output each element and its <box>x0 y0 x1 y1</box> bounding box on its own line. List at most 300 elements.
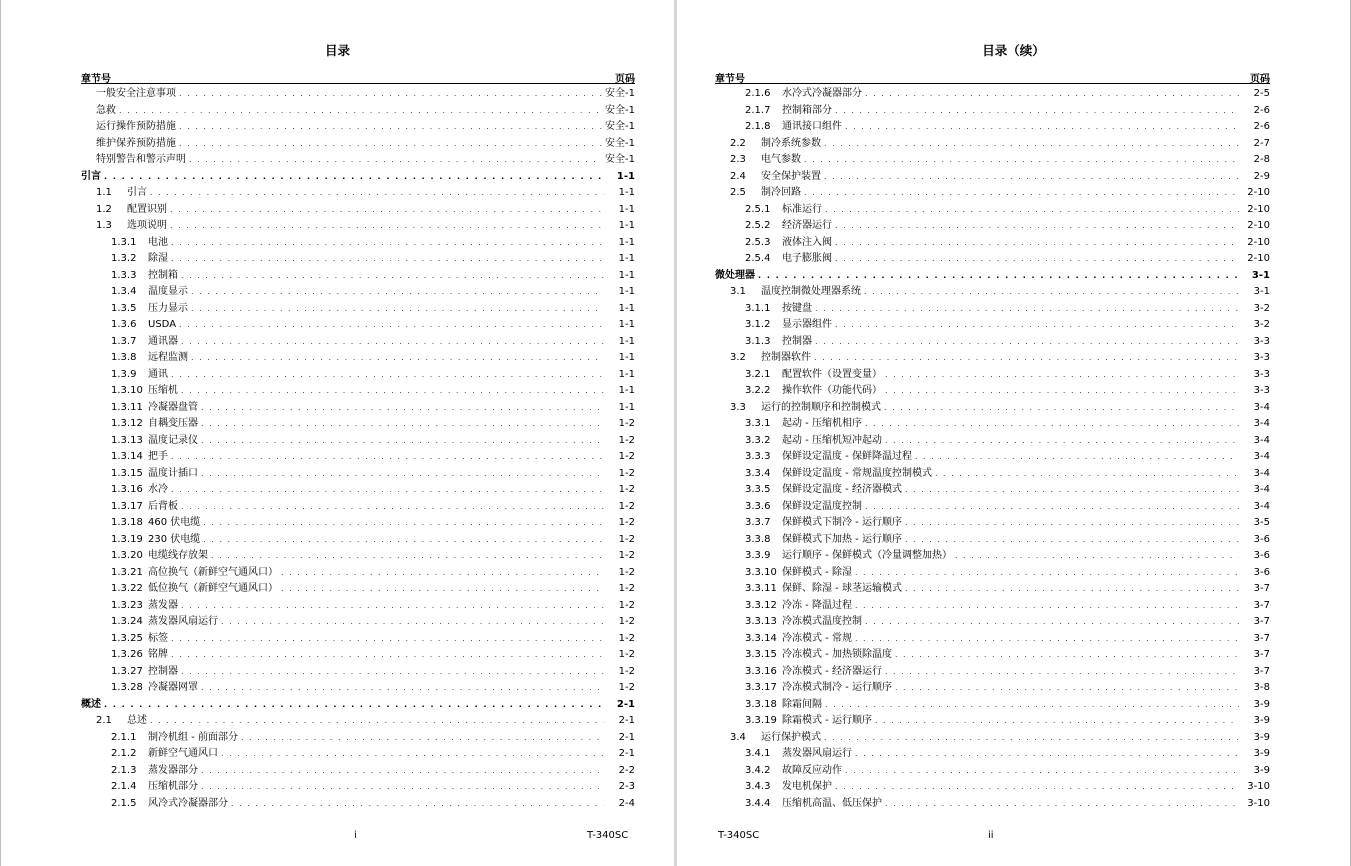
toc-entry[interactable] <box>715 697 1270 714</box>
toc-entry[interactable] <box>715 86 1270 103</box>
section-page: 3-6 <box>1253 550 1270 561</box>
toc-entry[interactable] <box>715 251 1270 268</box>
dot-leader <box>181 664 604 681</box>
section-page: 1-1 <box>618 401 635 413</box>
toc-entry[interactable] <box>81 251 635 268</box>
toc-entry[interactable] <box>81 449 635 466</box>
toc-entry[interactable] <box>81 598 635 615</box>
section-number: 1.3.15 <box>111 467 143 479</box>
dot-leader <box>281 565 604 582</box>
dot-leader <box>845 763 1239 780</box>
section-title: 水冷 <box>148 484 168 495</box>
section-number: 2.5 <box>730 187 746 198</box>
section-page: 2-10 <box>1247 253 1270 264</box>
dot-leader <box>119 103 602 120</box>
document-number: T-340SC <box>587 830 629 841</box>
section-title: 冷冻模式 - 经济器运行 <box>782 665 882 677</box>
dot-leader <box>855 746 1239 763</box>
toc-entry[interactable] <box>715 680 1270 697</box>
dot-leader <box>104 169 604 186</box>
toc-entry[interactable] <box>81 532 635 549</box>
section-title: 电池 <box>148 236 168 248</box>
dot-leader <box>815 334 1239 351</box>
section-page: 1-1 <box>618 253 635 264</box>
toc-entry[interactable] <box>715 185 1270 202</box>
toc-entry[interactable] <box>81 202 635 219</box>
section-title: 微处理器 <box>715 269 755 281</box>
section-page: 1-2 <box>618 632 635 644</box>
toc-entry[interactable] <box>715 515 1270 532</box>
toc-entry[interactable] <box>81 499 635 516</box>
toc-entry[interactable] <box>715 136 1270 153</box>
toc-entry[interactable] <box>81 218 635 235</box>
toc-entry[interactable] <box>715 730 1270 747</box>
section-title: 运行的控制顺序和控制模式 <box>761 401 881 413</box>
section-number: 3.3.11 <box>745 583 777 594</box>
section-title: 蒸发器部分 <box>148 764 198 776</box>
section-page: 3-6 <box>1253 533 1270 545</box>
section-number: 2.1 <box>96 715 112 726</box>
dot-leader <box>171 235 604 252</box>
section-number: 2.5.4 <box>745 253 771 264</box>
section-number: 1.3.14 <box>111 451 143 462</box>
dot-leader <box>875 713 1239 730</box>
toc-entry[interactable] <box>715 119 1270 136</box>
section-number: 1.3.7 <box>111 335 137 347</box>
section-page: 2-10 <box>1247 220 1270 231</box>
section-number: 1.3.3 <box>111 269 137 281</box>
dot-leader <box>203 515 604 532</box>
section-number: 3.3.17 <box>745 682 777 693</box>
section-title: 保鲜设定温度 - 常规温度控制模式 <box>782 467 932 479</box>
section-page: 3-7 <box>1253 583 1270 594</box>
section-title: 远程监测 <box>148 352 188 363</box>
section-number: 1.3.12 <box>111 418 143 429</box>
section-page: 1-1 <box>618 385 635 396</box>
toc-list <box>81 86 635 812</box>
section-number: 1.3.27 <box>111 665 143 677</box>
toc-entry[interactable] <box>715 796 1270 813</box>
section-page: 3-6 <box>1253 566 1270 578</box>
section-number: 1.3.10 <box>111 385 143 396</box>
section-title: 风冷式冷凝器部分 <box>148 797 228 809</box>
toc-entry[interactable] <box>81 779 635 796</box>
dot-leader <box>855 598 1239 615</box>
dot-leader <box>171 631 604 648</box>
toc-entry[interactable] <box>715 284 1270 301</box>
section-number: 3.3.18 <box>745 698 777 710</box>
section-page: 1-2 <box>618 484 635 495</box>
toc-entry[interactable] <box>715 400 1270 417</box>
toc-entry[interactable] <box>715 664 1270 681</box>
section-title: 标准运行 <box>782 203 822 215</box>
section-title: 液体注入阀 <box>782 236 832 248</box>
section-title: 引言 <box>81 170 101 182</box>
section-page: 安全-1 <box>605 154 635 165</box>
dot-leader <box>835 251 1239 268</box>
toc-entry[interactable] <box>715 746 1270 763</box>
section-title: 冷冻模式温度控制 <box>782 616 862 627</box>
section-number: 3.4.2 <box>745 764 771 776</box>
toc-entry[interactable] <box>81 631 635 648</box>
section-number: 1.3.21 <box>111 566 143 578</box>
section-number: 1.3.2 <box>111 253 137 264</box>
toc-entry[interactable] <box>715 367 1270 384</box>
section-page: 3-5 <box>1253 517 1270 528</box>
section-page: 1-1 <box>618 319 635 330</box>
toc-entry[interactable] <box>715 152 1270 169</box>
toc-entry[interactable] <box>715 565 1270 582</box>
toc-entry[interactable] <box>81 119 635 136</box>
page-column-header: 页码 <box>615 74 635 85</box>
section-number: 3.4.1 <box>745 748 771 759</box>
dot-leader <box>855 565 1239 582</box>
section-page: 1-2 <box>618 467 635 479</box>
section-number: 1.3.6 <box>111 319 137 330</box>
dot-leader <box>915 449 1239 466</box>
dot-leader <box>815 301 1239 318</box>
toc-entry[interactable] <box>715 614 1270 631</box>
section-number: 1.3 <box>96 220 112 231</box>
toc-entry[interactable] <box>81 730 635 747</box>
section-number: 3.3.3 <box>745 451 771 462</box>
section-title: 运行顺序 - 保鲜模式（冷量调整加热） <box>782 550 952 561</box>
dot-leader <box>150 185 604 202</box>
dot-leader <box>179 119 602 136</box>
section-number: 3.2.1 <box>745 368 771 380</box>
dot-leader <box>885 664 1239 681</box>
toc-header <box>81 70 635 84</box>
dot-leader <box>181 499 604 516</box>
section-number: 3.3.5 <box>745 484 771 495</box>
toc-entry[interactable] <box>715 499 1270 516</box>
section-title: 蒸发器风扇运行 <box>148 616 218 627</box>
toc-entry[interactable] <box>81 268 635 285</box>
toc-entry[interactable] <box>715 218 1270 235</box>
toc-entry[interactable] <box>81 301 635 318</box>
toc-entry[interactable] <box>715 581 1270 598</box>
section-page: 3-4 <box>1253 418 1270 429</box>
section-number: 1.3.8 <box>111 352 137 363</box>
toc-entry[interactable] <box>715 647 1270 664</box>
dot-leader <box>825 202 1239 219</box>
dot-leader <box>170 202 604 219</box>
section-number: 1.1 <box>96 187 112 198</box>
section-title: 冷冻模式制冷 - 运行顺序 <box>782 682 892 693</box>
section-title: 控制箱 <box>148 269 178 281</box>
section-title: 控制器软件 <box>761 352 811 363</box>
dot-leader <box>211 548 604 565</box>
section-title: 水冷式冷凝器部分 <box>782 88 862 99</box>
section-page: 2-1 <box>616 698 635 710</box>
toc-entry[interactable] <box>81 136 635 153</box>
toc-entry[interactable] <box>81 565 635 582</box>
section-title: 压缩机部分 <box>148 781 198 792</box>
dot-leader <box>171 647 604 664</box>
toc-entry[interactable] <box>715 631 1270 648</box>
section-page: 3-3 <box>1253 368 1270 380</box>
section-number: 3.3.16 <box>745 665 777 677</box>
toc-entry[interactable] <box>715 763 1270 780</box>
toc-entry[interactable] <box>81 746 635 763</box>
dot-leader <box>179 86 602 103</box>
section-title: 蒸发器 <box>148 599 178 611</box>
toc-entry[interactable] <box>715 416 1270 433</box>
toc-entry[interactable] <box>715 103 1270 120</box>
toc-list <box>715 86 1270 812</box>
section-title: 冷冻模式 - 常规 <box>782 632 852 644</box>
section-title: 操作软件（功能代码） <box>782 385 882 396</box>
toc-entry[interactable] <box>715 317 1270 334</box>
section-title: 除霜模式 - 运行顺序 <box>782 715 872 726</box>
section-page: 2-8 <box>1253 154 1270 165</box>
section-page: 2-6 <box>1253 121 1270 132</box>
toc-entry[interactable] <box>81 350 635 367</box>
section-number: 2.5.2 <box>745 220 771 231</box>
toc-entry[interactable] <box>81 680 635 697</box>
section-title: 除湿 <box>148 253 168 264</box>
dot-leader <box>181 598 604 615</box>
dot-leader <box>884 400 1239 417</box>
section-number: 3.4.4 <box>745 797 771 809</box>
toc-entry[interactable] <box>715 202 1270 219</box>
dot-leader <box>895 647 1239 664</box>
dot-leader <box>201 416 604 433</box>
section-title: 保鲜模式下制冷 - 运行顺序 <box>782 517 902 528</box>
toc-entry[interactable] <box>715 598 1270 615</box>
section-title: 特别警告和警示声明 <box>96 154 186 165</box>
toc-entry[interactable] <box>81 152 635 169</box>
section-page: 1-1 <box>616 170 635 182</box>
section-page: 3-4 <box>1253 500 1270 512</box>
section-number: 2.1.2 <box>111 748 137 759</box>
toc-entry[interactable] <box>715 449 1270 466</box>
section-title: 保鲜设定温度 - 保鲜降温过程 <box>782 451 912 462</box>
section-title: 总述 <box>127 715 147 726</box>
toc-entry[interactable] <box>715 466 1270 483</box>
toc-entry[interactable] <box>81 284 635 301</box>
toc-entry[interactable] <box>81 713 635 730</box>
section-title: 蒸发器风扇运行 <box>782 748 852 759</box>
section-number: 1.3.16 <box>111 484 143 495</box>
toc-entry[interactable] <box>81 103 635 120</box>
section-title: 制冷系统参数 <box>761 137 821 149</box>
dot-leader <box>201 763 604 780</box>
toc-entry[interactable] <box>81 367 635 384</box>
dot-leader <box>885 796 1239 813</box>
section-page: 1-2 <box>618 599 635 611</box>
section-number: 3.3.13 <box>745 616 777 627</box>
dot-leader <box>758 268 1239 285</box>
dot-leader <box>179 136 602 153</box>
toc-entry[interactable] <box>81 400 635 417</box>
section-title: 电缆线存放架 <box>148 550 208 561</box>
section-page: 2-9 <box>1253 170 1270 182</box>
dot-leader <box>905 482 1239 499</box>
dot-leader <box>191 284 604 301</box>
section-title: 460 伏电缆 <box>148 517 201 528</box>
section-title: 温度控制微处理器系统 <box>761 286 861 297</box>
toc-entry[interactable] <box>715 482 1270 499</box>
section-number: 2.4 <box>730 170 746 182</box>
section-number: 2.1.7 <box>745 104 771 116</box>
section-title: 高位换气（新鲜空气通风口） <box>148 566 278 578</box>
section-page: 2-7 <box>1253 137 1270 149</box>
section-number: 2.1.5 <box>111 797 137 809</box>
section-number: 1.3.18 <box>111 517 143 528</box>
section-page: 1-2 <box>618 533 635 545</box>
document-number: T-340SC <box>718 830 760 841</box>
dot-leader <box>170 218 604 235</box>
toc-entry[interactable] <box>715 779 1270 796</box>
section-number: 1.3.19 <box>111 533 143 545</box>
section-title: 起动 - 压缩机短冲起动 <box>782 434 882 446</box>
toc-entry[interactable] <box>715 532 1270 549</box>
section-number: 1.3.13 <box>111 434 143 446</box>
toc-entry[interactable] <box>81 482 635 499</box>
section-page: 2-1 <box>618 748 635 759</box>
dot-leader <box>104 697 604 714</box>
section-page: 3-2 <box>1253 319 1270 330</box>
toc-entry[interactable] <box>81 796 635 813</box>
dot-leader <box>824 136 1239 153</box>
dot-leader <box>804 185 1239 202</box>
section-number: 2.2 <box>730 137 746 149</box>
toc-entry[interactable] <box>715 548 1270 565</box>
section-title: 配置软件（设置变量） <box>782 368 882 380</box>
dot-leader <box>814 350 1239 367</box>
section-page: 3-4 <box>1253 484 1270 495</box>
section-page: 1-2 <box>618 500 635 512</box>
toc-entry[interactable] <box>715 433 1270 450</box>
section-title: 控制器 <box>782 335 812 347</box>
toc-entry[interactable] <box>81 334 635 351</box>
section-page: 1-1 <box>618 302 635 314</box>
section-number: 1.3.24 <box>111 616 143 627</box>
section-page: 1-1 <box>618 236 635 248</box>
toc-entry[interactable] <box>715 334 1270 351</box>
toc-entry[interactable] <box>81 433 635 450</box>
section-title: 压缩机高温、低压保护 <box>782 797 882 809</box>
section-title: 新鲜空气通风口 <box>148 748 218 759</box>
section-number: 1.3.17 <box>111 500 143 512</box>
section-page: 1-2 <box>618 418 635 429</box>
section-number: 3.3.10 <box>745 566 777 578</box>
page-number: i <box>354 830 357 841</box>
section-page: 2-6 <box>1253 104 1270 116</box>
section-title: 电气参数 <box>761 154 801 165</box>
toc-entry[interactable] <box>715 169 1270 186</box>
dot-leader <box>824 169 1239 186</box>
section-title: 故障反应动作 <box>782 764 842 776</box>
section-page: 3-7 <box>1253 632 1270 644</box>
section-number: 1.3.26 <box>111 649 143 660</box>
toc-entry[interactable] <box>715 350 1270 367</box>
dot-leader <box>955 548 1239 565</box>
toc-entry[interactable] <box>81 614 635 631</box>
dot-leader <box>804 152 1239 169</box>
section-page: 1-2 <box>618 583 635 594</box>
toc-entry[interactable] <box>81 86 635 103</box>
toc-entry[interactable] <box>81 548 635 565</box>
toc-entry[interactable] <box>715 713 1270 730</box>
section-title: 起动 - 压缩机相序 <box>782 418 862 429</box>
toc-entry[interactable] <box>715 301 1270 318</box>
toc-entry[interactable] <box>81 647 635 664</box>
section-number: 3.4.3 <box>745 781 771 792</box>
toc-entry[interactable] <box>81 235 635 252</box>
dot-leader <box>905 581 1239 598</box>
dot-leader <box>221 614 604 631</box>
toc-chapter-entry[interactable] <box>81 169 635 186</box>
toc-chapter-entry[interactable] <box>81 697 635 714</box>
dot-leader <box>201 433 604 450</box>
section-number: 2.1.6 <box>745 88 771 99</box>
section-title: 自耦变压器 <box>148 418 198 429</box>
section-page: 3-4 <box>1253 401 1270 413</box>
section-title: 引言 <box>127 187 147 198</box>
section-title: 显示器组件 <box>782 319 832 330</box>
dot-leader <box>171 367 604 384</box>
toc-entry[interactable] <box>81 185 635 202</box>
dot-leader <box>835 317 1239 334</box>
toc-entry[interactable] <box>81 383 635 400</box>
section-page: 1-2 <box>618 682 635 693</box>
section-title: 运行操作预防措施 <box>96 121 176 132</box>
section-number: 3.3.8 <box>745 533 771 545</box>
dot-leader <box>885 433 1239 450</box>
section-title: 保鲜模式下加热 - 运行顺序 <box>782 533 902 545</box>
toc-entry[interactable] <box>81 416 635 433</box>
toc-entry[interactable] <box>81 317 635 334</box>
dot-leader <box>171 482 604 499</box>
section-title: 把手 <box>148 451 168 462</box>
toc-entry[interactable] <box>81 466 635 483</box>
dot-leader <box>905 515 1239 532</box>
toc-entry[interactable] <box>81 664 635 681</box>
dot-leader <box>201 680 604 697</box>
toc-chapter-entry[interactable] <box>715 268 1270 285</box>
dot-leader <box>905 532 1239 549</box>
section-title: 压力显示 <box>148 302 188 314</box>
dot-leader <box>201 779 604 796</box>
dot-leader <box>201 466 604 483</box>
section-page: 1-2 <box>618 451 635 462</box>
section-title: 控制器 <box>148 665 178 677</box>
section-page: 1-2 <box>618 616 635 627</box>
toc-entry[interactable] <box>715 235 1270 252</box>
toc-entry[interactable] <box>81 581 635 598</box>
page-number: ii <box>988 830 994 841</box>
toc-entry[interactable] <box>81 515 635 532</box>
dot-leader <box>181 268 604 285</box>
section-title: 电子膨胀阀 <box>782 253 832 264</box>
dot-leader <box>835 103 1239 120</box>
toc-entry[interactable] <box>715 383 1270 400</box>
section-page: 3-9 <box>1253 698 1270 710</box>
toc-entry[interactable] <box>81 763 635 780</box>
section-page: 1-1 <box>618 187 635 198</box>
dot-leader <box>221 746 604 763</box>
section-page: 3-7 <box>1253 616 1270 627</box>
toc-page-right <box>677 0 1351 866</box>
dot-leader <box>845 119 1239 136</box>
section-page: 2-3 <box>618 781 635 792</box>
dot-leader <box>885 367 1239 384</box>
section-number: 3.2 <box>730 352 746 363</box>
section-title: 配置识别 <box>127 203 167 215</box>
section-number: 2.1.4 <box>111 781 137 792</box>
